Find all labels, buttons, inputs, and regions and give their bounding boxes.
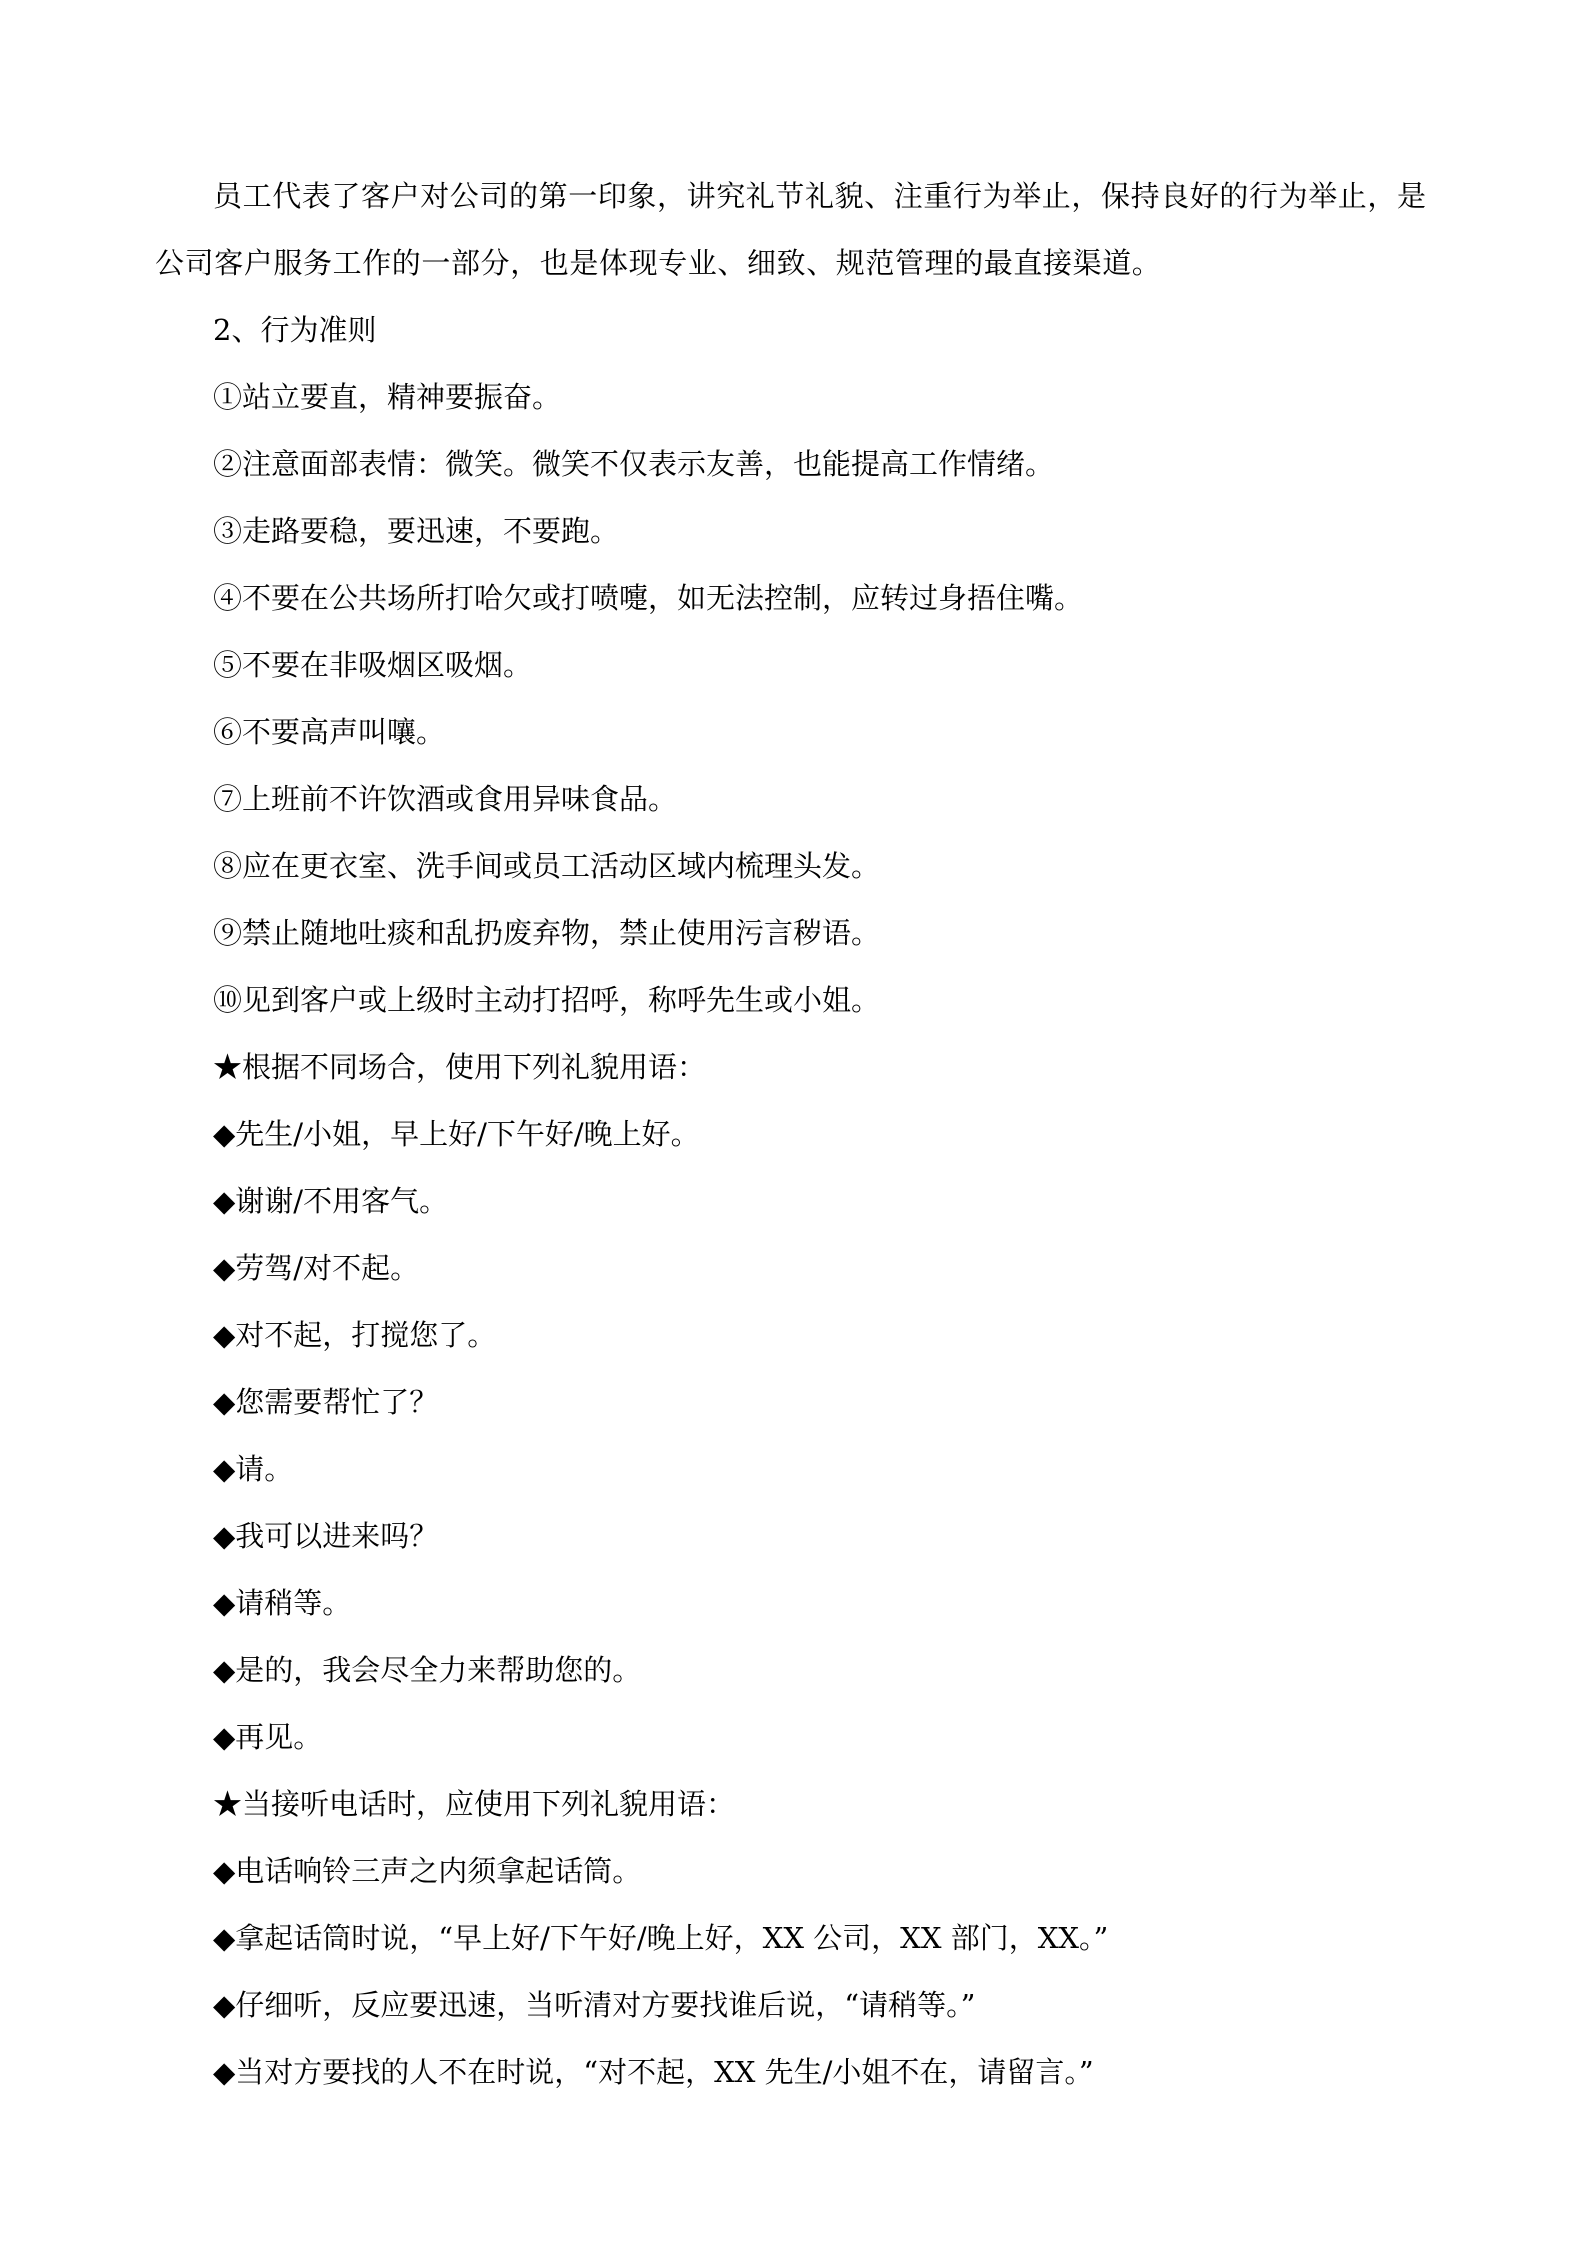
polite-phrase-item: ◆谢谢/不用客气。 xyxy=(213,1184,449,1218)
rule-item: ④不要在公共场所打哈欠或打喷嚏，如无法控制，应转过身捂住嘴。 xyxy=(213,581,1084,615)
polite-phrase-item: ◆对不起，打搅您了。 xyxy=(213,1318,497,1352)
polite-phrase-item: ◆是的，我会尽全力来帮助您的。 xyxy=(213,1653,642,1687)
rules-list xyxy=(155,364,1435,1034)
rule-item: ⑩见到客户或上级时主动打招呼，称呼先生或小姐。 xyxy=(213,983,881,1017)
rule-item: ②注意面部表情：微笑。微笑不仅表示友善，也能提高工作情绪。 xyxy=(213,447,1055,481)
polite-phrase-item: ◆请。 xyxy=(213,1452,294,1486)
rule-item: ⑦上班前不许饮酒或食用异味食品。 xyxy=(213,782,678,816)
phone-phrase-item: ◆当对方要找的人不在时说，“对不起，XX 先生/小姐不在，请留言。” xyxy=(213,2055,1094,2089)
polite-phrase-item: ◆请稍等。 xyxy=(213,1586,352,1620)
phone-phrase-item: ◆电话响铃三声之内须拿起话筒。 xyxy=(213,1854,642,1888)
polite-phrase-item: ◆我可以进来吗？ xyxy=(213,1519,439,1553)
rule-item: ⑥不要高声叫嚷。 xyxy=(213,715,446,749)
rule-item: ①站立要直，精神要振奋。 xyxy=(213,380,562,414)
polite-phrase-item: ◆再见。 xyxy=(213,1720,323,1754)
phone-phrase-item: ◆仔细听，反应要迅速，当听清对方要找谁后说，“请稍等。” xyxy=(213,1988,976,2022)
section-heading: 2、行为准则 xyxy=(213,313,377,347)
polite-phrase-item: ◆劳驾/对不起。 xyxy=(213,1251,420,1285)
polite-phrase-item: ◆您需要帮忙了？ xyxy=(213,1385,439,1419)
phone-phrase-item: ◆拿起话筒时说，“早上好/下午好/晚上好，XX 公司，XX 部门，XX。” xyxy=(213,1921,1109,1955)
intro-paragraph: 员工代表了客户对公司的第一印象，讲究礼节礼貌、注重行为举止，保持良好的行为举止，是公司客户服务工作的一部分，也是体现专业、细致、规范管理的最直接渠道。 xyxy=(155,179,1427,280)
document-body xyxy=(155,163,1435,2106)
rule-item: ⑤不要在非吸烟区吸烟。 xyxy=(213,648,533,682)
polite-phrases-list xyxy=(155,1101,1435,1771)
polite-phrases-heading: ★根据不同场合，使用下列礼貌用语： xyxy=(213,1050,707,1084)
rule-item: ⑧应在更衣室、洗手间或员工活动区域内梳理头发。 xyxy=(213,849,881,883)
polite-phrase-item: ◆先生/小姐，早上好/下午好/晚上好。 xyxy=(213,1117,700,1151)
rule-item: ③走路要稳，要迅速，不要跑。 xyxy=(213,514,620,548)
phone-phrases-heading: ★当接听电话时，应使用下列礼貌用语： xyxy=(213,1787,736,1821)
rule-item: ⑨禁止随地吐痰和乱扔废弃物，禁止使用污言秽语。 xyxy=(213,916,881,950)
phone-phrases-list xyxy=(155,1838,1435,2106)
